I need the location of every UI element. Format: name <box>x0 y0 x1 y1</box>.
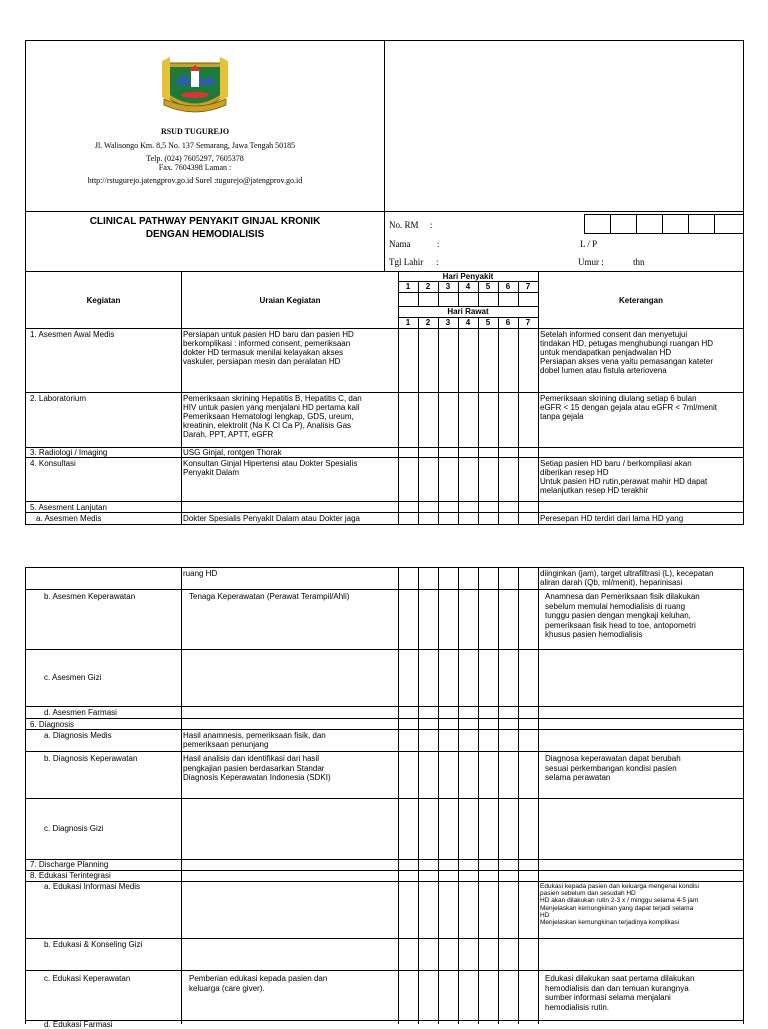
row-kegiatan: d. Edukasi Farmasi <box>44 1020 113 1029</box>
row-keterangan: Anamnesa dan Pemeriksaan fisik dilakukan sebelum memulai hemodialisis di ruang tunggu pasien dengan mengkaji keluhan, pemeriksaan fisik head to toe, antopometri khusus pasien hemodialisis <box>545 592 700 640</box>
row-kegiatan: 1. Asesmen Awal Medis <box>30 330 115 339</box>
tgl-lahir-label: Tgl Lahir <box>389 257 424 267</box>
row-kegiatan: b. Diagnosis Keperawatan <box>44 754 138 763</box>
row-kegiatan: 6. Diagnosis <box>30 720 75 729</box>
row-kegiatan: d. Asesmen Farmasi <box>44 708 117 717</box>
document-title-line1: CLINICAL PATHWAY PENYAKIT GINJAL KRONIK <box>89 216 321 227</box>
hospital-phone: Telp. (024) 7605297, 7605378 <box>146 154 244 163</box>
row-kegiatan: 4. Konsultasi <box>30 459 76 468</box>
hospital-web-email: http://rstugurejo.jatengprov.go.id Surel :tugurejo@jatengprov.go.id <box>87 176 303 185</box>
row-uraian: Konsultan Ginjal Hipertensi atau Dokter Spesialis Penyakit Dalam <box>183 459 358 477</box>
row-keterangan: Pemeriksaan skrining diulang setiap 6 bulan eGFR < 15 dengan gejala atau eGFR < 7ml/menit tanpa gejala <box>540 394 717 421</box>
nama-label: Nama <box>389 239 411 249</box>
header-hari-rawat: Hari Rawat <box>447 307 489 316</box>
day-number: 4 <box>465 282 471 291</box>
no-rm-colon: : <box>430 220 433 230</box>
row-kegiatan: 7. Discharge Planning <box>30 860 109 869</box>
row-kegiatan: a. Diagnosis Medis <box>44 731 112 740</box>
day-number: 2 <box>425 282 431 291</box>
hospital-fax: Fax. 7604398 Laman : <box>158 163 232 172</box>
row-kegiatan: 5. Asesment Lanjutan <box>30 503 107 512</box>
row-kegiatan: 8. Edukasi Terintegrasi <box>30 871 111 880</box>
row-kegiatan: c. Diagnosis Gizi <box>44 824 104 833</box>
row-uraian: Hasil anamnesis, pemeriksaan fisik, dan pemeriksaan penunjang <box>183 731 326 749</box>
row-kegiatan: b. Edukasi & Konseling Gizi <box>44 940 143 949</box>
day-number: 5 <box>485 318 491 327</box>
nama-colon: : <box>437 239 440 249</box>
row-kegiatan: c. Asesmen Gizi <box>44 673 102 682</box>
header-uraian: Uraian Kegiatan <box>259 296 321 305</box>
row-kegiatan: b. Asesmen Keperawatan <box>44 592 136 601</box>
day-number: 7 <box>525 318 531 327</box>
row-kegiatan: c. Edukasi Keperawatan <box>44 974 131 983</box>
header-kegiatan: Kegiatan <box>86 296 121 305</box>
day-number: 6 <box>505 318 511 327</box>
row-keterangan: diinginkan (jam), target ultrafiltrasi (L), kecepatan aliran darah (Qb, ml/menit), heparinisasi <box>540 569 714 587</box>
day-number: 3 <box>445 318 451 327</box>
row-kegiatan: a. Edukasi Informasi Medis <box>44 882 141 891</box>
row-keterangan: Edukasi kepada pasien dan keluarga mengenai kondisi pasien sebelum dan sesudah HD HD akan dilakukan rutin 2-3 x / minggu selama 4-5 jam Menjelaskan kemungkinan yang dapat terjadi selama HD Menjelaskan kemungkinan terjadinya komplikasi <box>540 883 699 927</box>
sex-label: L / P <box>580 239 598 249</box>
day-number: 6 <box>505 282 511 291</box>
row-keterangan: Edukasi dilakukan saat pertama dilakukan hemodialisis dan dan temuan kurangnya sumber informasi selama menjalani hemodialisis rutin. <box>545 974 695 1012</box>
row-uraian: ruang HD <box>183 569 218 578</box>
day-number: 7 <box>525 282 531 291</box>
header-keterangan: Keterangan <box>618 296 663 305</box>
header-hari-penyakit: Hari Penyakit <box>442 272 494 281</box>
row-uraian: Tenaga Keperawatan (Perawat Terampil/Ahli) <box>189 592 350 601</box>
row-uraian: Dokter Spesialis Penyakit Dalam atau Dokter jaga <box>183 514 360 523</box>
row-uraian: Hasil analisis dan identifikasi dari hasil pengkajian pasien berdasarkan Standar Diagnosis Keperawatan Indonesia (SDKI) <box>183 754 331 783</box>
day-number: 5 <box>485 282 491 291</box>
thn-label: thn <box>633 257 645 267</box>
no-rm-label: No. RM <box>389 220 419 230</box>
hospital-name: RSUD TUGUREJO <box>160 127 230 136</box>
row-keterangan: Setelah informed consent dan menyetujui tindakan HD, petugas menghubungi ruangan HD untuk mendapatkan penjadwalan HD Persiapan akses vena yaitu pemasangan kateter dobel lumen atau fistula arteriovena <box>540 330 714 375</box>
day-number: 3 <box>445 282 451 291</box>
row-uraian: USG Ginjal, rontgen Thorak <box>183 448 282 457</box>
tgl-lahir-colon: : <box>436 257 439 267</box>
row-uraian: Pemberian edukasi kepada pasien dan keluarga (care giver). <box>189 974 328 993</box>
row-uraian: Pemeriksaan skrining Hepatitis B, Hepatitis C, dan HIV untuk pasien yang menjalani HD pertama kali Pemeriksaan Hematologi lengkap, GDS, ureum, kreatinin, elektrolit (Na K Cl Ca P), Analisis Gas Darah, PPT, APTT, eGFR <box>183 394 362 439</box>
row-kegiatan: 3. Radiologi / Imaging <box>30 448 108 457</box>
day-number: 2 <box>425 318 431 327</box>
row-kegiatan: a. Asesmen Medis <box>36 514 102 523</box>
row-keterangan: Peresepan HD terdiri dari lama HD yang <box>540 514 684 523</box>
row-uraian: Persiapan untuk pasien HD baru dan pasien HD berkomplikasi : informed consent, pemeriksaan dokter HD termasuk menilai kelayakan akses vaskuler, persiapan mesin dan peralatan HD <box>183 330 354 366</box>
row-keterangan: Setiap pasien HD baru / berkompilasi akan diberikan resep HD Untuk pasien HD rutin,perawat mahir HD dapat melanjutkan resep HD terakhir <box>540 459 708 495</box>
day-number: 1 <box>405 318 411 327</box>
umur-label: Umur : <box>578 257 604 267</box>
row-kegiatan: 2. Laboratorium <box>30 394 87 403</box>
hospital-address: Jl. Walisongo Km. 8,5 No. 137 Semarang, Jawa Tengah 50185 <box>94 141 296 150</box>
day-number: 4 <box>465 318 471 327</box>
day-number: 1 <box>405 282 411 291</box>
document-title-line2: DENGAN HEMODIALISIS <box>145 229 265 240</box>
hospital-logo <box>160 55 230 121</box>
row-keterangan: Diagnosa keperawatan dapat berubah sesuai perkembangan kondisi pasien selama perawatan <box>545 754 681 783</box>
